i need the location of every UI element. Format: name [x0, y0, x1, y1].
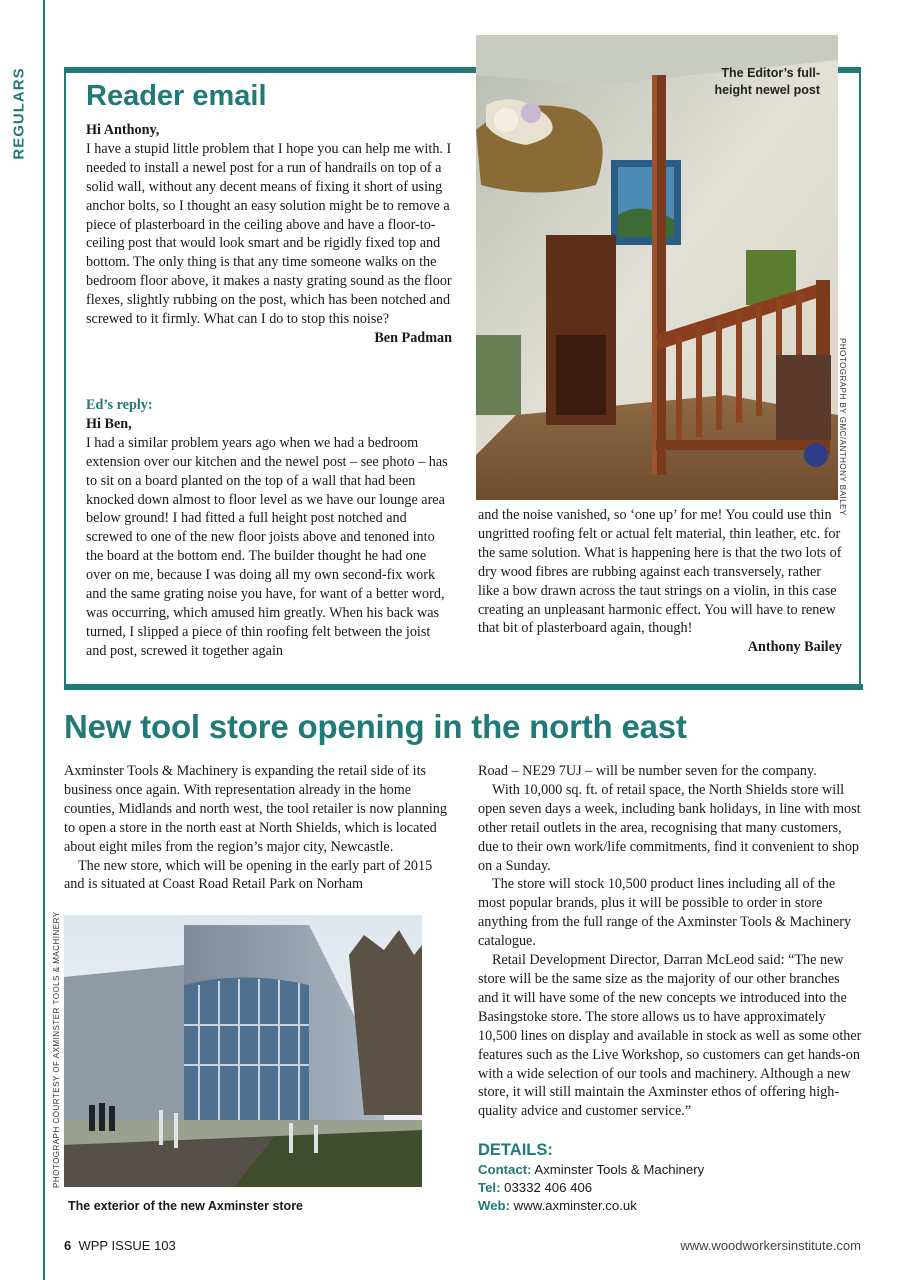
issue-label: WPP ISSUE 103: [78, 1238, 176, 1253]
news-paragraph-2: The new store, which will be opening in the early part of 2015 and is situated at Coast Road Retail Park on Norham: [64, 857, 433, 893]
web-link[interactable]: www.axminster.co.uk: [513, 1198, 637, 1213]
news-column-1: [64, 762, 450, 894]
reply-greeting: Hi Ben,: [86, 415, 132, 432]
newel-photo-credit: PHOTOGRAPH BY GMC/ANTHONY BAILEY: [838, 338, 847, 516]
letter-greeting: Hi Anthony,: [86, 122, 160, 138]
tel-value: 03332 406 406: [504, 1180, 593, 1195]
news-paragraph-1: Axminster Tools & Machinery is expanding the retail side of its business once again. With representation already in the home counties, Midlands and north west, the tool retailer is now planning to open a store in the north east at North Shields, which is located about eight miles from the region’s major city, Newcastle.: [64, 763, 447, 855]
store-photo: [64, 915, 422, 1187]
reply-body-part2: and the noise vanished, so ‘one up’ for me! You could use thin ungritted roofing felt or actual felt material, thin leather, etc. for the same solution. What is happening here is that the two lots of dry wood fibres are rubbing against each transversely, rather like a bow drawn across the taut strings on a violin, in this case creating an unpleasant harmonic effect. You will have to renew that bit of plasterboard again, though!: [478, 507, 842, 637]
letter-body: I have a stupid little problem that I hope you can help me with. I needed to install a newel post for a run of handrails on top of a solid wall, without any decent means of fixing it short of using anchor bolts, so I thought an easy solution might be to remove a piece of plasterboard in the ceiling above and have a floor-to-ceiling post that would look smart and be rigidly fixed top and bottom. The only thing is that any time someone walks on the bedroom floor above, it makes a nasty grating sound as the floor flexes, slightly rubbing on the post, which has been notched and screwed to it firmly. What can I do to stop this noise?: [86, 140, 452, 328]
newel-post-image: [476, 35, 838, 500]
page-number: 6: [64, 1238, 72, 1253]
news-paragraph-3: With 10,000 sq. ft. of retail space, the North Shields store will open seven days a week, including bank holidays, in line with most other retail outlets in the area, recognising that many customers, due to their own work/life commitments, find it convenient to shop on a Sunday.: [478, 781, 861, 874]
reply-signature: Anthony Bailey: [747, 639, 842, 656]
reply-body-part1: I had a similar problem years ago when we had a bedroom extension over our kitchen and the newel post – see photo – has to sit on a board planted on the top of a wall that had been knocked down almost to floor level as we have our lounge area below ground! I had fitted a full height post notched and screwed to one of the new floor joists above and tenoned into the board at the bottom end. The builder thought he had one over on me, because I was doing all my own second-fix work and the same grating noise you have, for want of a better word, was occurring, which amused him greatly. When his back was turned, I slipped a piece of thin roofing felt between the joist and post, screwed it together again: [86, 434, 448, 659]
news-paragraph-2-cont: Road – NE29 7UJ – will be number seven for the company.: [478, 763, 817, 779]
news-paragraph-4: The store will stock 10,500 product lines including all of the most popular brands, plus it will be possible to order in store anything from the full range of the Axminster Tools & Machinery catalogue.: [478, 876, 852, 950]
details-block: [478, 1161, 704, 1215]
eds-reply: [86, 396, 452, 661]
tel-label: Tel:: [478, 1180, 501, 1195]
store-photo-credit: PHOTOGRAPH COURTESY OF AXMINSTER TOOLS & MACHINERY: [52, 911, 61, 1188]
details-heading: DETAILS:: [478, 1141, 553, 1159]
newel-post-photo: [476, 35, 838, 500]
box-bottom-rule: [64, 684, 863, 690]
web-row: [478, 1197, 704, 1215]
contact-value: Axminster Tools & Machinery: [534, 1162, 705, 1177]
eds-reply-continued: [478, 506, 842, 657]
store-exterior-image: [64, 915, 422, 1187]
reader-letter: [86, 121, 452, 348]
news-heading: New tool store opening in the north east: [64, 708, 687, 745]
news-paragraph-5: Retail Development Director, Darran McLeod said: “The new store will be the same size as the majority of our other branches and it will have some of the new concepts we introduced into the Basingstoke store. The store allows us to have approximately 10,500 lines on display and available in stock as well as some other features such as the Live Workshop, so customers can get hands-on with a wide selection of our tools and machinery. Although a new store, it will still maintain the Axminster ethos of offering high-quality advice and customer service.”: [478, 952, 862, 1120]
section-tab: REGULARS: [10, 67, 28, 160]
contact-label: Contact:: [478, 1162, 532, 1177]
reader-email-heading: Reader email: [86, 80, 267, 112]
news-column-2: [478, 762, 862, 1121]
reply-label: Ed’s reply:: [86, 397, 153, 413]
tel-row: [478, 1179, 704, 1197]
footer-website[interactable]: www.woodworkersinstitute.com: [680, 1238, 861, 1253]
footer-left: [64, 1238, 176, 1253]
letter-signature: Ben Padman: [374, 329, 452, 346]
margin-rule: [43, 0, 45, 1280]
store-photo-caption: The exterior of the new Axminster store: [68, 1199, 304, 1213]
web-label: Web:: [478, 1198, 510, 1213]
contact-row: [478, 1161, 704, 1179]
newel-photo-caption: The Editor’s full-height newel post: [714, 66, 820, 97]
